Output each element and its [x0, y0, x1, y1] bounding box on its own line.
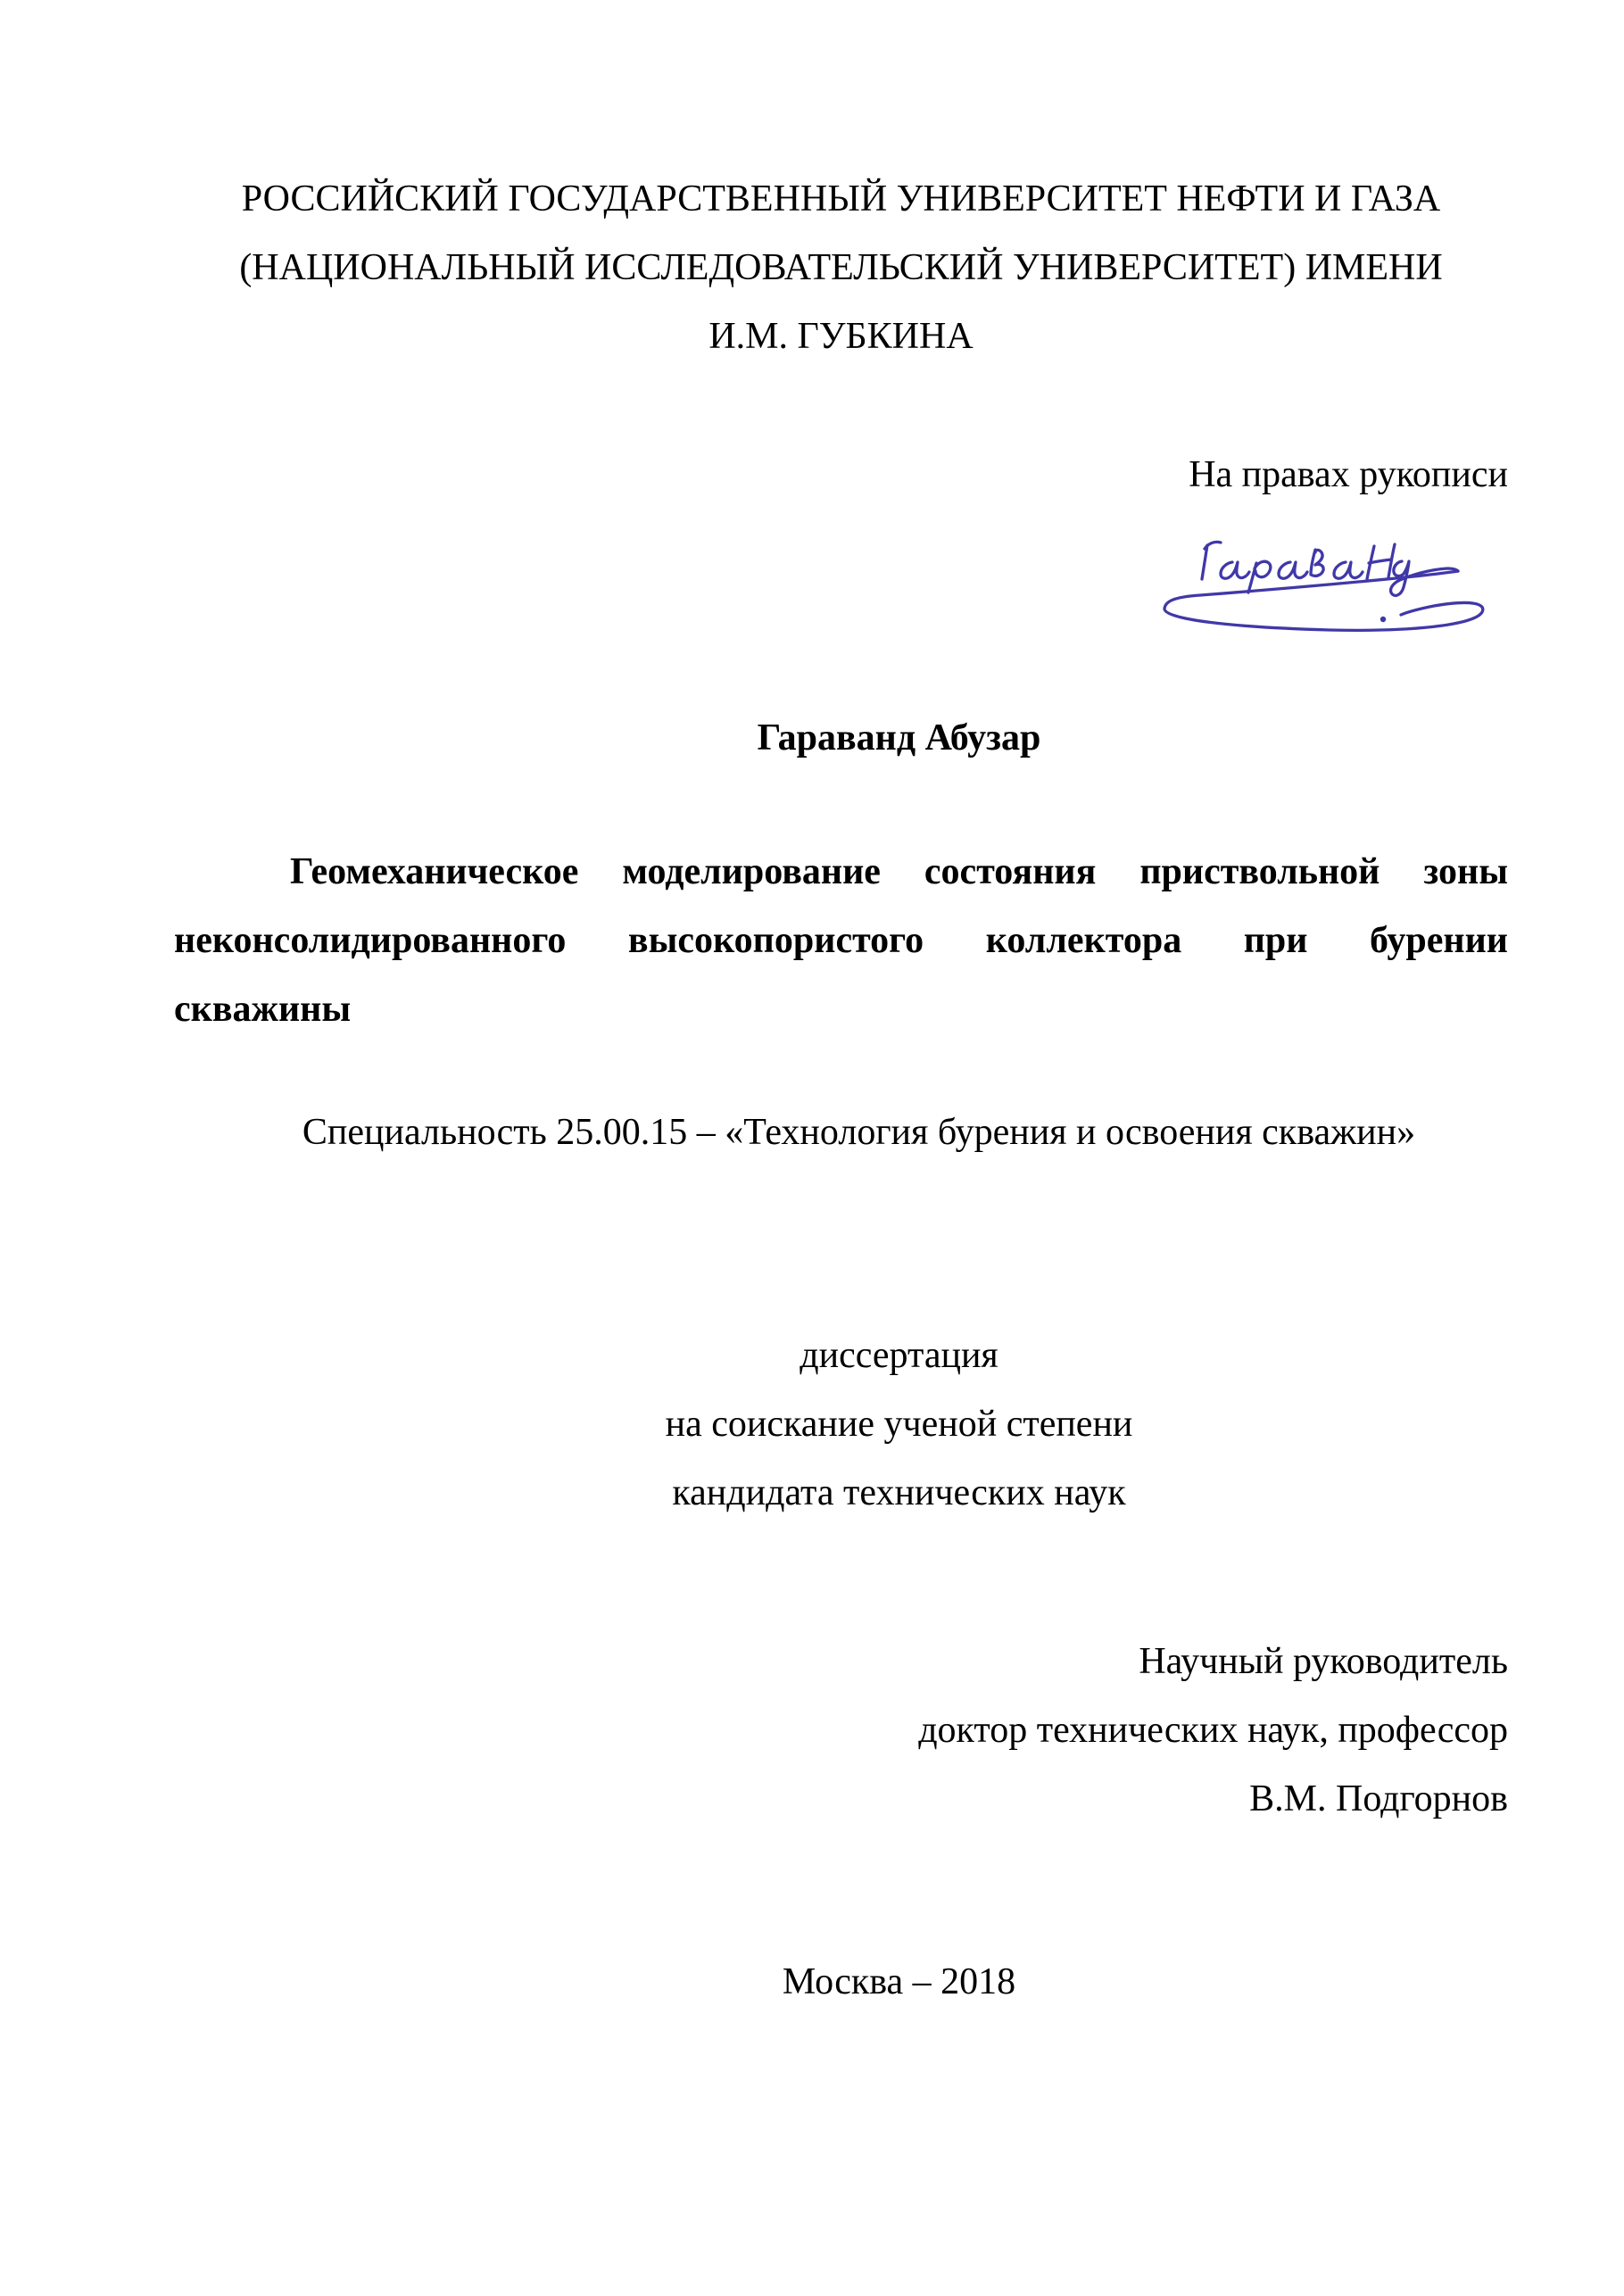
- footer-city-year: Москва – 2018: [782, 1961, 1016, 2002]
- signature-ink-icon: [1115, 509, 1517, 642]
- university-header-line-3: И.М. ГУБКИНА: [708, 316, 974, 357]
- author-name: Гараванд Абузар: [757, 717, 1041, 758]
- degree-line-1: диссертация: [800, 1335, 998, 1376]
- supervisor-title-line: Научный руководитель: [1139, 1641, 1508, 1682]
- supervisor-name-line: В.М. Подгорнов: [1249, 1778, 1508, 1819]
- manuscript-rights-note: На правах рукописи: [1189, 454, 1508, 495]
- university-header-line-1: РОССИЙСКИЙ ГОСУДАРСТВЕННЫЙ УНИВЕРСИТЕТ НЕФТИ И ГАЗА: [241, 178, 1441, 220]
- university-header-line-2: (НАЦИОНАЛЬНЫЙ ИССЛЕДОВАТЕЛЬСКИЙ УНИВЕРСИТЕТ) ИМЕНИ: [239, 247, 1443, 288]
- degree-line-2: на соискание ученой степени: [665, 1404, 1133, 1445]
- signature-handwritten: [1115, 509, 1517, 642]
- supervisor-block: [174, 1628, 1508, 1834]
- specialty-line: Специальность 25.00.15 – «Технология бурения и освоения скважин»: [302, 1112, 1416, 1153]
- title-line-1: Геомеханическое моделирование состояния приствольной зоны: [290, 851, 1508, 892]
- title-line-3: скважины: [174, 989, 352, 1030]
- title-line-2: неконсолидированного высокопористого коллектора при бурении: [174, 920, 1508, 961]
- degree-line-3: кандидата технических наук: [672, 1472, 1126, 1513]
- degree-block: [174, 1322, 1508, 1528]
- supervisor-degree-line: доктор технических наук, профессор: [918, 1710, 1508, 1751]
- university-header: [174, 165, 1508, 371]
- dissertation-title: [174, 838, 1508, 1044]
